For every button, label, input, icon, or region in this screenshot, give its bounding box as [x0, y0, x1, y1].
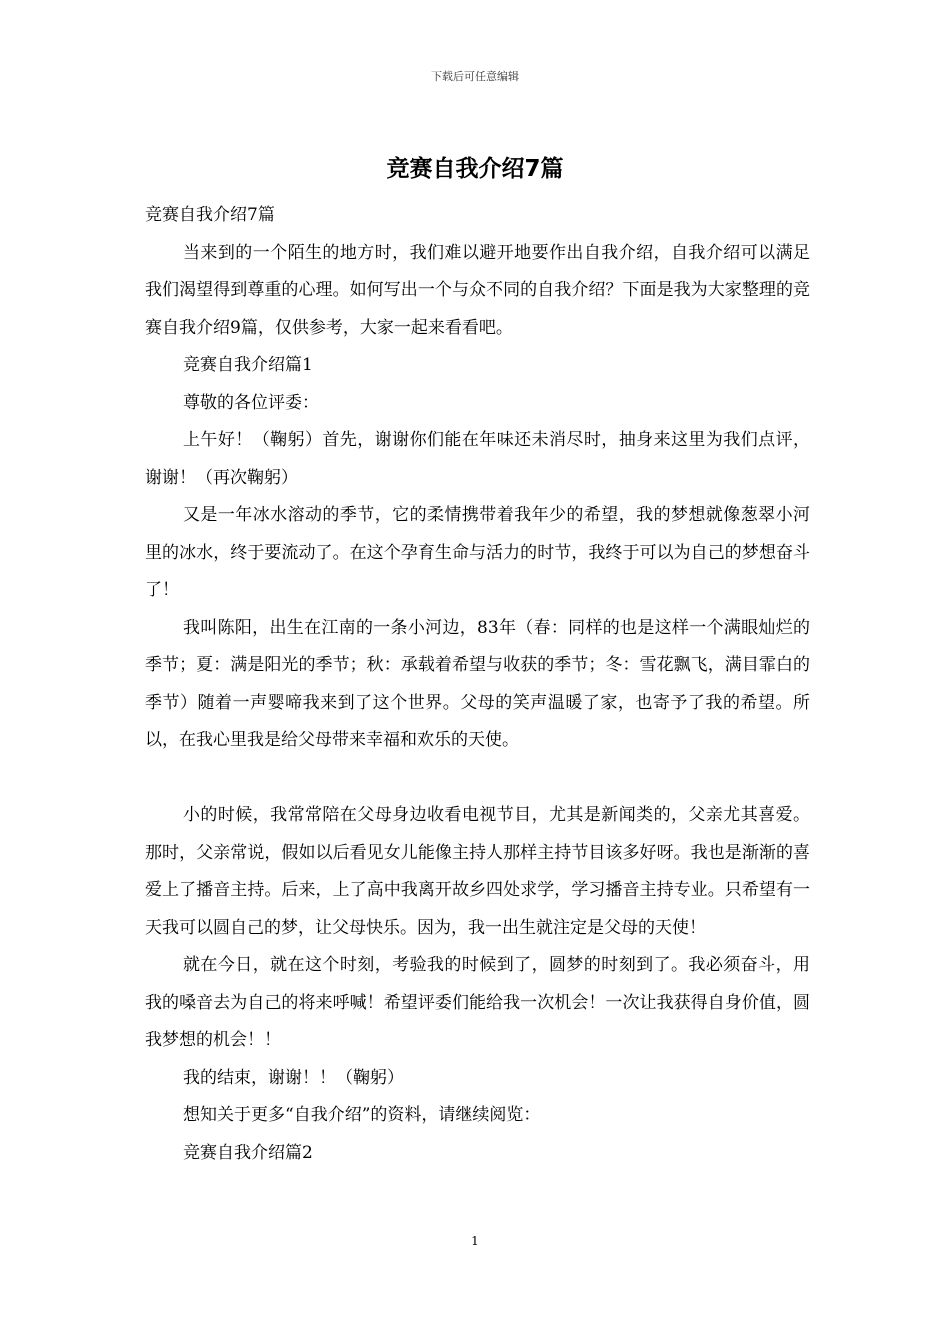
greeting-paragraph: 上午好！（鞠躬）首先，谢谢你们能在年味还未消尽时，抽身来这里为我们点评，谢谢！（再次鞠躬）	[145, 430, 810, 488]
section-heading-1: 竞赛自我介绍篇1	[183, 355, 313, 375]
document-title: 竞赛自我介绍7篇	[386, 156, 564, 182]
season-paragraph: 又是一年冰水溶动的季节，它的柔情携带着我年少的希望，我的梦想就像葱翠小河里的冰水，终于要流动了。在这个孕育生命与活力的时节，我终于可以为自己的梦想奋斗了！	[145, 505, 810, 600]
section-heading-2: 竞赛自我介绍篇2	[183, 1142, 313, 1163]
paragraph-gap	[145, 760, 810, 798]
page-number: 1	[471, 1234, 479, 1248]
subtitle-paragraph: 竞赛自我介绍7篇	[145, 205, 275, 225]
document-body	[145, 197, 810, 1172]
closing-paragraph: 我的结束，谢谢！！（鞠躬）	[183, 1067, 404, 1088]
more-info-paragraph: 想知关于更多“自我介绍”的资料，请继续阅览：	[183, 1105, 541, 1125]
today-paragraph: 就在今日，就在这个时刻，考验我的时候到了，圆梦的时刻到了。我必须奋斗，用我的嗓音去为自己的将来呼喊！希望评委们能给我一次机会！一次让我获得自身价值，圆我梦想的机会！！	[145, 955, 810, 1050]
intro-paragraph: 当来到的一个陌生的地方时，我们难以避开地要作出自我介绍，自我介绍可以满足我们渴望得到尊重的心理。如何写出一个与众不同的自我介绍？下面是我为大家整理的竞赛自我介绍9篇，仅供参考，大家一起来看看吧。	[145, 242, 810, 338]
birth-paragraph: 我叫陈阳，出生在江南的一条小河边，83年（春：同样的也是这样一个满眼灿烂的季节；夏：满是阳光的季节；秋：承载着希望与收获的季节；冬：雪花飘飞，满目霏白的季节）随着一声婴啼我来到了这个世界。父母的笑声温暖了家，也寄予了我的希望。所以，在我心里我是给父母带来幸福和欢乐的天使。	[145, 617, 810, 750]
childhood-paragraph: 小的时候，我常常陪在父母身边收看电视节目，尤其是新闻类的，父亲尤其喜爱。那时，父亲常说，假如以后看见女儿能像主持人那样主持节目该多好呀。我也是渐渐的喜爱上了播音主持。后来，上了高中我离开故乡四处求学，学习播音主持专业。只希望有一天我可以圆自己的梦，让父母快乐。因为，我一出生就注定是父母的天使！	[145, 805, 810, 938]
header-note: 下载后可任意编辑	[431, 70, 519, 83]
salutation-paragraph: 尊敬的各位评委：	[183, 392, 319, 413]
